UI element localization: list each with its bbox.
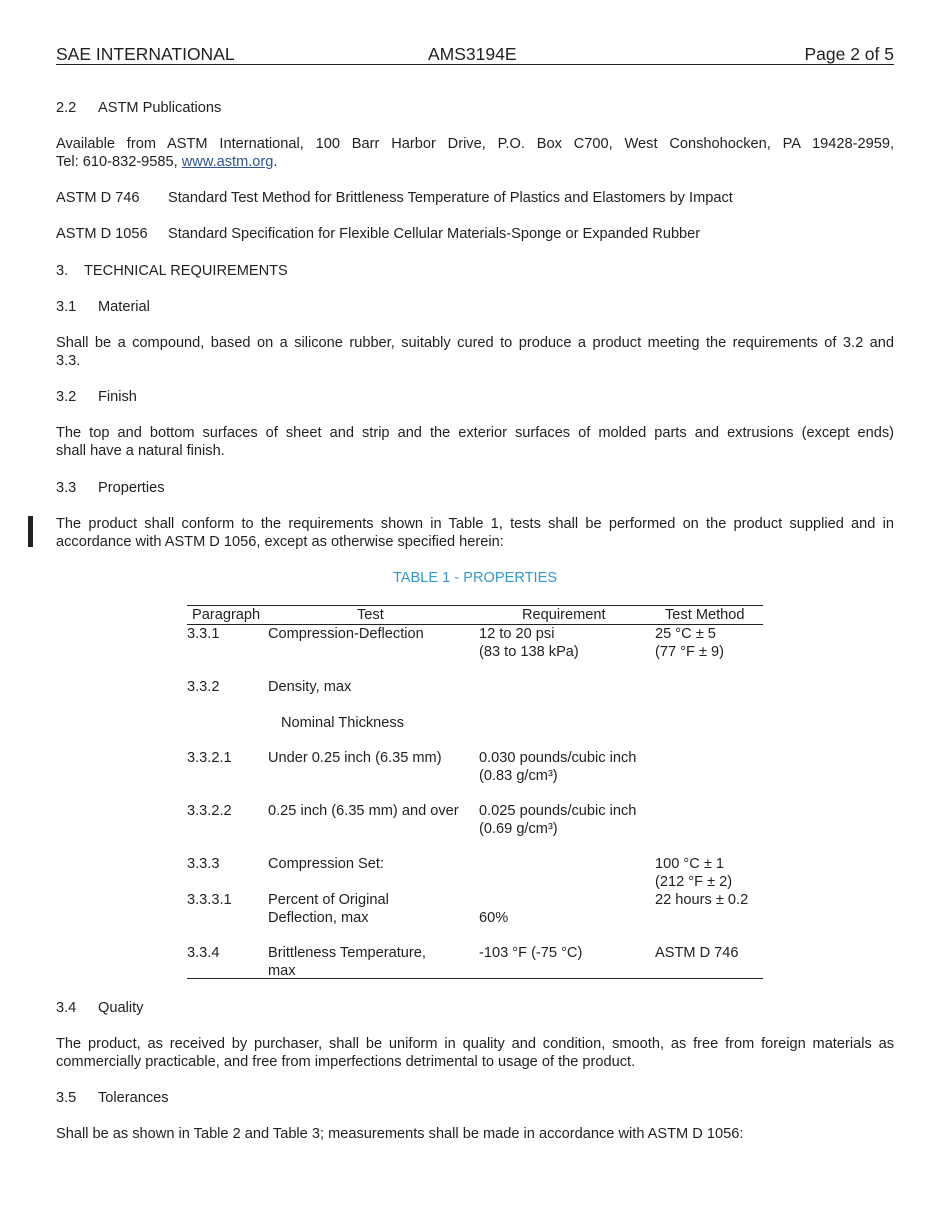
row-3-3-2-2-paragraph: 3.3.2.2 <box>187 803 232 819</box>
row-3-3-4-test-1: Brittleness Temperature, <box>268 945 426 961</box>
section-3-4-heading: 3.4 Quality <box>56 1000 144 1016</box>
table-1 <box>187 605 763 980</box>
reference-astm-d1056: ASTM D 1056 Standard Specification for Flexible Cellular Materials-Sponge or Expanded Rubber <box>56 226 701 242</box>
row-3-3-1-method-2: (77 °F ± 9) <box>655 644 724 660</box>
section-3-4-line-1: The product, as received by purchaser, shall be uniform in quality and condition, smooth, as free from foreign materials as <box>56 1036 894 1052</box>
section-3-3-line-2: accordance with ASTM D 1056, except as otherwise specified herein: <box>56 534 504 550</box>
row-3-3-1-paragraph: 3.3.1 <box>187 626 220 642</box>
row-3-3-2-paragraph: 3.3.2 <box>187 679 220 695</box>
section-2-2-line-2: Tel: 610-832-9585, www.astm.org. <box>56 154 278 170</box>
col-header-test-method: Test Method <box>665 607 745 623</box>
header-page-number: Page 2 of 5 <box>804 44 894 64</box>
row-3-3-1-method-1: 25 °C ± 5 <box>655 626 716 642</box>
section-3-1-line-2: 3.3. <box>56 353 81 369</box>
section-3-2-line-2: shall have a natural finish. <box>56 443 225 459</box>
section-3-3-line-1: The product shall conform to the requirements shown in Table 1, tests shall be performed on the product supplied and in <box>56 516 894 532</box>
header-org: SAE INTERNATIONAL <box>56 44 235 64</box>
table-bottom-rule <box>187 978 763 979</box>
row-3-3-1-test: Compression-Deflection <box>268 626 424 642</box>
col-header-paragraph: Paragraph <box>192 607 261 623</box>
astm-website-link[interactable]: www.astm.org <box>181 154 274 170</box>
section-3-1-heading: 3.1 Material <box>56 299 150 315</box>
row-3-3-4-paragraph: 3.3.4 <box>187 945 220 961</box>
section-3-2-heading: 3.2 Finish <box>56 389 137 405</box>
row-3-3-1-requirement-1: 12 to 20 psi <box>479 626 555 642</box>
row-3-3-2-2-test: 0.25 inch (6.35 mm) and over <box>268 803 459 819</box>
row-3-3-4-method: ASTM D 746 <box>655 945 739 961</box>
section-3-heading: 3. TECHNICAL REQUIREMENTS <box>56 263 288 279</box>
section-3-1-line-1: Shall be a compound, based on a silicone rubber, suitably cured to produce a product meeting the requirements of 3.2 and <box>56 335 894 351</box>
row-3-3-3-method-1: 100 °C ± 1 <box>655 856 725 872</box>
col-header-test: Test <box>357 607 384 623</box>
row-3-3-3-1-requirement: 60% <box>479 910 509 926</box>
reference-astm-d746: ASTM D 746 Standard Test Method for Brittleness Temperature of Plastics and Elastomers by Impact <box>56 190 733 206</box>
row-3-3-4-test-2: max <box>268 963 296 979</box>
row-3-3-2-1-requirement-1: 0.030 pounds/cubic inch <box>479 750 637 766</box>
row-3-3-2-2-requirement-2: (0.69 g/cm³) <box>479 821 558 837</box>
row-3-3-3-paragraph: 3.3.3 <box>187 856 220 872</box>
row-3-3-4-requirement: -103 °F (-75 °C) <box>479 945 583 961</box>
row-3-3-3-1-method: 22 hours ± 0.2 <box>655 892 749 908</box>
row-3-3-2-1-paragraph: 3.3.2.1 <box>187 750 232 766</box>
row-3-3-1-requirement-2: (83 to 138 kPa) <box>479 644 579 660</box>
row-3-3-2-test: Density, max <box>268 679 352 695</box>
section-2-2-line-1: Available from ASTM International, 100 Barr Harbor Drive, P.O. Box C700, West Conshohocken, PA 19428-2959, <box>56 136 894 152</box>
section-3-3-heading: 3.3 Properties <box>56 480 165 496</box>
revision-change-bar <box>28 516 33 547</box>
section-3-5-line-1: Shall be as shown in Table 2 and Table 3; measurements shall be made in accordance with ASTM D 1056: <box>56 1126 744 1142</box>
row-3-3-2-1-requirement-2: (0.83 g/cm³) <box>479 768 558 784</box>
header-doc-id: AMS3194E <box>428 44 517 64</box>
row-3-3-3-1-test-2: Deflection, max <box>268 910 369 926</box>
section-3-2-line-1: The top and bottom surfaces of sheet and strip and the exterior surfaces of molded parts and extrusions (except ends) <box>56 425 894 441</box>
row-3-3-2-subheading: Nominal Thickness <box>281 715 405 731</box>
row-3-3-2-1-test: Under 0.25 inch (6.35 mm) <box>268 750 442 766</box>
page-header <box>56 44 894 65</box>
table-1-caption: TABLE 1 - PROPERTIES <box>392 570 558 586</box>
section-3-4-line-2: commercially practicable, and free from imperfections detrimental to usage of the product. <box>56 1054 636 1070</box>
row-3-3-3-1-paragraph: 3.3.3.1 <box>187 892 232 908</box>
row-3-3-3-method-2: (212 °F ± 2) <box>655 874 733 890</box>
section-2-2-heading: 2.2 ASTM Publications <box>56 100 222 116</box>
col-header-requirement: Requirement <box>522 607 606 623</box>
section-3-5-heading: 3.5 Tolerances <box>56 1090 169 1106</box>
row-3-3-3-1-test-1: Percent of Original <box>268 892 389 908</box>
row-3-3-2-2-requirement-1: 0.025 pounds/cubic inch <box>479 803 637 819</box>
row-3-3-3-test: Compression Set: <box>268 856 384 872</box>
